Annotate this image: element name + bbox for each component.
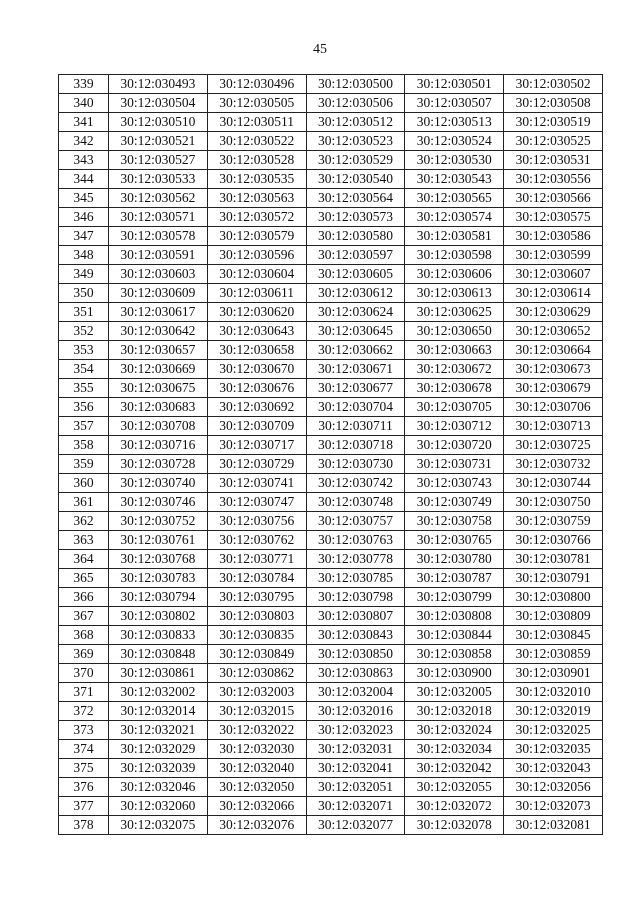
cadastral-number-cell: 30:12:030762 xyxy=(207,531,306,550)
cadastral-number-cell: 30:12:030596 xyxy=(207,246,306,265)
cadastral-number-cell: 30:12:030508 xyxy=(504,94,603,113)
cadastral-number-cell: 30:12:030808 xyxy=(405,607,504,626)
cadastral-number-cell: 30:12:030598 xyxy=(405,246,504,265)
row-number-cell: 366 xyxy=(59,588,109,607)
cadastral-number-cell: 30:12:030530 xyxy=(405,151,504,170)
table-row xyxy=(59,721,603,740)
cadastral-number-cell: 30:12:032040 xyxy=(207,759,306,778)
cadastral-number-cell: 30:12:032056 xyxy=(504,778,603,797)
cadastral-number-cell: 30:12:030765 xyxy=(405,531,504,550)
cadastral-number-cell: 30:12:030614 xyxy=(504,284,603,303)
row-number-cell: 353 xyxy=(59,341,109,360)
row-number-cell: 349 xyxy=(59,265,109,284)
cadastral-number-cell: 30:12:030720 xyxy=(405,436,504,455)
cadastral-number-cell: 30:12:030677 xyxy=(306,379,405,398)
cadastral-number-cell: 30:12:030572 xyxy=(207,208,306,227)
table-row xyxy=(59,170,603,189)
row-number-cell: 344 xyxy=(59,170,109,189)
cadastral-number-cell: 30:12:032015 xyxy=(207,702,306,721)
table-row xyxy=(59,455,603,474)
cadastral-number-cell: 30:12:030747 xyxy=(207,493,306,512)
cadastral-number-cell: 30:12:030758 xyxy=(405,512,504,531)
table-row xyxy=(59,816,603,835)
cadastral-number-cell: 30:12:030617 xyxy=(109,303,208,322)
cadastral-number-cell: 30:12:030706 xyxy=(504,398,603,417)
cadastral-number-cell: 30:12:032014 xyxy=(109,702,208,721)
table-row xyxy=(59,569,603,588)
row-number-cell: 350 xyxy=(59,284,109,303)
cadastral-number-cell: 30:12:030522 xyxy=(207,132,306,151)
cadastral-number-cell: 30:12:030513 xyxy=(405,113,504,132)
cadastral-number-cell: 30:12:030732 xyxy=(504,455,603,474)
cadastral-number-cell: 30:12:030650 xyxy=(405,322,504,341)
cadastral-number-cell: 30:12:032019 xyxy=(504,702,603,721)
cadastral-number-cell: 30:12:030528 xyxy=(207,151,306,170)
cadastral-number-cell: 30:12:032066 xyxy=(207,797,306,816)
cadastral-number-cell: 30:12:030711 xyxy=(306,417,405,436)
cadastral-number-cell: 30:12:030704 xyxy=(306,398,405,417)
table-row xyxy=(59,531,603,550)
table-row xyxy=(59,341,603,360)
cadastral-number-cell: 30:12:030783 xyxy=(109,569,208,588)
table-row xyxy=(59,417,603,436)
table-row xyxy=(59,265,603,284)
cadastral-number-cell: 30:12:030575 xyxy=(504,208,603,227)
row-number-cell: 371 xyxy=(59,683,109,702)
cadastral-number-cell: 30:12:030501 xyxy=(405,75,504,94)
cadastral-number-cell: 30:12:030791 xyxy=(504,569,603,588)
cadastral-number-cell: 30:12:030761 xyxy=(109,531,208,550)
cadastral-number-cell: 30:12:030500 xyxy=(306,75,405,94)
cadastral-number-cell: 30:12:032030 xyxy=(207,740,306,759)
cadastral-number-cell: 30:12:030612 xyxy=(306,284,405,303)
cadastral-number-cell: 30:12:032041 xyxy=(306,759,405,778)
row-number-cell: 378 xyxy=(59,816,109,835)
cadastral-number-cell: 30:12:030861 xyxy=(109,664,208,683)
cadastral-number-cell: 30:12:030709 xyxy=(207,417,306,436)
cadastral-number-cell: 30:12:030803 xyxy=(207,607,306,626)
row-number-cell: 351 xyxy=(59,303,109,322)
cadastral-number-cell: 30:12:030502 xyxy=(504,75,603,94)
cadastral-number-cell: 30:12:030742 xyxy=(306,474,405,493)
row-number-cell: 374 xyxy=(59,740,109,759)
cadastral-number-cell: 30:12:030752 xyxy=(109,512,208,531)
cadastral-number-cell: 30:12:030759 xyxy=(504,512,603,531)
cadastral-number-cell: 30:12:030802 xyxy=(109,607,208,626)
row-number-cell: 376 xyxy=(59,778,109,797)
cadastral-number-cell: 30:12:030901 xyxy=(504,664,603,683)
table-row xyxy=(59,132,603,151)
cadastral-number-cell: 30:12:030785 xyxy=(306,569,405,588)
table-row xyxy=(59,113,603,132)
row-number-cell: 369 xyxy=(59,645,109,664)
table-row xyxy=(59,588,603,607)
row-number-cell: 347 xyxy=(59,227,109,246)
cadastral-number-cell: 30:12:030713 xyxy=(504,417,603,436)
cadastral-number-cell: 30:12:030729 xyxy=(207,455,306,474)
cadastral-number-cell: 30:12:032072 xyxy=(405,797,504,816)
row-number-cell: 359 xyxy=(59,455,109,474)
row-number-cell: 373 xyxy=(59,721,109,740)
cadastral-number-cell: 30:12:032021 xyxy=(109,721,208,740)
cadastral-number-cell: 30:12:032029 xyxy=(109,740,208,759)
cadastral-number-cell: 30:12:030527 xyxy=(109,151,208,170)
cadastral-number-cell: 30:12:032071 xyxy=(306,797,405,816)
cadastral-number-cell: 30:12:032016 xyxy=(306,702,405,721)
row-number-cell: 354 xyxy=(59,360,109,379)
cadastral-number-cell: 30:12:032042 xyxy=(405,759,504,778)
cadastral-number-cell: 30:12:032078 xyxy=(405,816,504,835)
cadastral-number-cell: 30:12:030504 xyxy=(109,94,208,113)
cadastral-number-cell: 30:12:030512 xyxy=(306,113,405,132)
row-number-cell: 339 xyxy=(59,75,109,94)
cadastral-number-cell: 30:12:030581 xyxy=(405,227,504,246)
cadastral-number-cell: 30:12:030565 xyxy=(405,189,504,208)
cadastral-number-cell: 30:12:030624 xyxy=(306,303,405,322)
cadastral-number-cell: 30:12:030540 xyxy=(306,170,405,189)
cadastral-number-cell: 30:12:032010 xyxy=(504,683,603,702)
table-row xyxy=(59,94,603,113)
row-number-cell: 357 xyxy=(59,417,109,436)
row-number-cell: 363 xyxy=(59,531,109,550)
table-row xyxy=(59,360,603,379)
cadastral-number-cell: 30:12:030858 xyxy=(405,645,504,664)
cadastral-number-cell: 30:12:030744 xyxy=(504,474,603,493)
table-row xyxy=(59,436,603,455)
cadastral-number-cell: 30:12:030620 xyxy=(207,303,306,322)
table-row xyxy=(59,626,603,645)
cadastral-number-cell: 30:12:030672 xyxy=(405,360,504,379)
cadastral-number-cell: 30:12:030543 xyxy=(405,170,504,189)
table-row xyxy=(59,322,603,341)
cadastral-number-cell: 30:12:030756 xyxy=(207,512,306,531)
table-row xyxy=(59,151,603,170)
cadastral-number-cell: 30:12:032018 xyxy=(405,702,504,721)
cadastral-number-cell: 30:12:030662 xyxy=(306,341,405,360)
cadastral-number-cell: 30:12:030523 xyxy=(306,132,405,151)
cadastral-number-cell: 30:12:032043 xyxy=(504,759,603,778)
table-row xyxy=(59,550,603,569)
cadastral-number-cell: 30:12:030563 xyxy=(207,189,306,208)
cadastral-number-cell: 30:12:030850 xyxy=(306,645,405,664)
cadastral-number-cell: 30:12:030849 xyxy=(207,645,306,664)
cadastral-number-cell: 30:12:030795 xyxy=(207,588,306,607)
table-row xyxy=(59,227,603,246)
cadastral-number-cell: 30:12:030652 xyxy=(504,322,603,341)
cadastral-number-cell: 30:12:030603 xyxy=(109,265,208,284)
table-row xyxy=(59,379,603,398)
cadastral-number-cell: 30:12:030809 xyxy=(504,607,603,626)
cadastral-number-cell: 30:12:030750 xyxy=(504,493,603,512)
cadastral-number-cell: 30:12:030799 xyxy=(405,588,504,607)
table-row xyxy=(59,740,603,759)
cadastral-number-cell: 30:12:032076 xyxy=(207,816,306,835)
row-number-cell: 352 xyxy=(59,322,109,341)
cadastral-number-cell: 30:12:030629 xyxy=(504,303,603,322)
cadastral-number-cell: 30:12:030780 xyxy=(405,550,504,569)
cadastral-number-cell: 30:12:030833 xyxy=(109,626,208,645)
table-row xyxy=(59,493,603,512)
cadastral-number-cell: 30:12:030763 xyxy=(306,531,405,550)
row-number-cell: 355 xyxy=(59,379,109,398)
cadastral-number-cell: 30:12:030725 xyxy=(504,436,603,455)
row-number-cell: 364 xyxy=(59,550,109,569)
cadastral-number-cell: 30:12:030663 xyxy=(405,341,504,360)
cadastral-number-cell: 30:12:030578 xyxy=(109,227,208,246)
row-number-cell: 361 xyxy=(59,493,109,512)
table-row xyxy=(59,759,603,778)
cadastral-number-cell: 30:12:030510 xyxy=(109,113,208,132)
cadastral-number-cell: 30:12:032046 xyxy=(109,778,208,797)
cadastral-number-cell: 30:12:030678 xyxy=(405,379,504,398)
row-number-cell: 360 xyxy=(59,474,109,493)
cadastral-number-cell: 30:12:030844 xyxy=(405,626,504,645)
cadastral-number-cell: 30:12:030673 xyxy=(504,360,603,379)
cadastral-number-cell: 30:12:030784 xyxy=(207,569,306,588)
cadastral-number-cell: 30:12:032004 xyxy=(306,683,405,702)
cadastral-number-cell: 30:12:030529 xyxy=(306,151,405,170)
table-row xyxy=(59,778,603,797)
cadastral-number-cell: 30:12:030766 xyxy=(504,531,603,550)
cadastral-number-cell: 30:12:032060 xyxy=(109,797,208,816)
table-row xyxy=(59,702,603,721)
cadastral-number-cell: 30:12:030705 xyxy=(405,398,504,417)
table-row xyxy=(59,303,603,322)
cadastral-number-cell: 30:12:032005 xyxy=(405,683,504,702)
cadastral-number-cell: 30:12:030862 xyxy=(207,664,306,683)
row-number-cell: 345 xyxy=(59,189,109,208)
cadastral-number-cell: 30:12:030728 xyxy=(109,455,208,474)
row-number-cell: 365 xyxy=(59,569,109,588)
cadastral-number-cell: 30:12:032039 xyxy=(109,759,208,778)
cadastral-number-cell: 30:12:030606 xyxy=(405,265,504,284)
table-row xyxy=(59,246,603,265)
cadastral-number-cell: 30:12:030657 xyxy=(109,341,208,360)
cadastral-number-cell: 30:12:030664 xyxy=(504,341,603,360)
table-row xyxy=(59,398,603,417)
cadastral-number-cell: 30:12:032003 xyxy=(207,683,306,702)
cadastral-number-cell: 30:12:030669 xyxy=(109,360,208,379)
cadastral-number-cell: 30:12:030607 xyxy=(504,265,603,284)
cadastral-number-cell: 30:12:030787 xyxy=(405,569,504,588)
cadastral-number-cell: 30:12:030493 xyxy=(109,75,208,94)
table-row xyxy=(59,797,603,816)
cadastral-number-cell: 30:12:030712 xyxy=(405,417,504,436)
cadastral-number-cell: 30:12:030609 xyxy=(109,284,208,303)
cadastral-number-cell: 30:12:030613 xyxy=(405,284,504,303)
cadastral-number-cell: 30:12:032023 xyxy=(306,721,405,740)
cadastral-number-table xyxy=(58,74,603,835)
cadastral-number-cell: 30:12:030556 xyxy=(504,170,603,189)
row-number-cell: 367 xyxy=(59,607,109,626)
cadastral-number-cell: 30:12:030580 xyxy=(306,227,405,246)
cadastral-number-cell: 30:12:030800 xyxy=(504,588,603,607)
table-row xyxy=(59,189,603,208)
row-number-cell: 358 xyxy=(59,436,109,455)
cadastral-number-cell: 30:12:030708 xyxy=(109,417,208,436)
cadastral-number-cell: 30:12:032024 xyxy=(405,721,504,740)
cadastral-number-cell: 30:12:030505 xyxy=(207,94,306,113)
cadastral-number-cell: 30:12:032081 xyxy=(504,816,603,835)
cadastral-number-cell: 30:12:030771 xyxy=(207,550,306,569)
cadastral-number-cell: 30:12:030573 xyxy=(306,208,405,227)
cadastral-number-cell: 30:12:030645 xyxy=(306,322,405,341)
cadastral-number-cell: 30:12:030643 xyxy=(207,322,306,341)
cadastral-number-cell: 30:12:030511 xyxy=(207,113,306,132)
cadastral-number-cell: 30:12:030717 xyxy=(207,436,306,455)
cadastral-number-cell: 30:12:030531 xyxy=(504,151,603,170)
row-number-cell: 348 xyxy=(59,246,109,265)
row-number-cell: 362 xyxy=(59,512,109,531)
cadastral-number-cell: 30:12:030716 xyxy=(109,436,208,455)
cadastral-number-cell: 30:12:030658 xyxy=(207,341,306,360)
cadastral-number-cell: 30:12:030748 xyxy=(306,493,405,512)
cadastral-number-cell: 30:12:032050 xyxy=(207,778,306,797)
cadastral-number-cell: 30:12:030564 xyxy=(306,189,405,208)
cadastral-number-cell: 30:12:030671 xyxy=(306,360,405,379)
cadastral-number-cell: 30:12:030562 xyxy=(109,189,208,208)
cadastral-number-cell: 30:12:030743 xyxy=(405,474,504,493)
row-number-cell: 375 xyxy=(59,759,109,778)
row-number-cell: 342 xyxy=(59,132,109,151)
cadastral-number-cell: 30:12:030731 xyxy=(405,455,504,474)
cadastral-number-cell: 30:12:030642 xyxy=(109,322,208,341)
cadastral-number-cell: 30:12:032035 xyxy=(504,740,603,759)
cadastral-number-cell: 30:12:032075 xyxy=(109,816,208,835)
cadastral-number-cell: 30:12:030845 xyxy=(504,626,603,645)
cadastral-number-cell: 30:12:030692 xyxy=(207,398,306,417)
row-number-cell: 343 xyxy=(59,151,109,170)
cadastral-number-cell: 30:12:030900 xyxy=(405,664,504,683)
cadastral-number-cell: 30:12:030730 xyxy=(306,455,405,474)
table-row xyxy=(59,512,603,531)
table-row xyxy=(59,208,603,227)
cadastral-number-cell: 30:12:030675 xyxy=(109,379,208,398)
row-number-cell: 370 xyxy=(59,664,109,683)
cadastral-number-cell: 30:12:030778 xyxy=(306,550,405,569)
cadastral-number-cell: 30:12:032031 xyxy=(306,740,405,759)
cadastral-number-cell: 30:12:030683 xyxy=(109,398,208,417)
cadastral-number-cell: 30:12:032073 xyxy=(504,797,603,816)
cadastral-number-cell: 30:12:030506 xyxy=(306,94,405,113)
table-body xyxy=(59,75,603,835)
cadastral-number-cell: 30:12:032022 xyxy=(207,721,306,740)
table-row xyxy=(59,474,603,493)
cadastral-number-cell: 30:12:032051 xyxy=(306,778,405,797)
row-number-cell: 377 xyxy=(59,797,109,816)
cadastral-number-cell: 30:12:030571 xyxy=(109,208,208,227)
row-number-cell: 368 xyxy=(59,626,109,645)
table-row xyxy=(59,607,603,626)
cadastral-number-cell: 30:12:030521 xyxy=(109,132,208,151)
cadastral-number-cell: 30:12:030741 xyxy=(207,474,306,493)
cadastral-number-cell: 30:12:030679 xyxy=(504,379,603,398)
cadastral-number-cell: 30:12:030533 xyxy=(109,170,208,189)
cadastral-number-cell: 30:12:030586 xyxy=(504,227,603,246)
table-row xyxy=(59,683,603,702)
cadastral-number-cell: 30:12:030843 xyxy=(306,626,405,645)
cadastral-number-cell: 30:12:030507 xyxy=(405,94,504,113)
cadastral-number-cell: 30:12:030676 xyxy=(207,379,306,398)
cadastral-number-cell: 30:12:030496 xyxy=(207,75,306,94)
cadastral-number-cell: 30:12:030604 xyxy=(207,265,306,284)
cadastral-number-cell: 30:12:030757 xyxy=(306,512,405,531)
cadastral-number-cell: 30:12:030574 xyxy=(405,208,504,227)
cadastral-number-cell: 30:12:030749 xyxy=(405,493,504,512)
cadastral-number-cell: 30:12:032077 xyxy=(306,816,405,835)
cadastral-number-cell: 30:12:030597 xyxy=(306,246,405,265)
table-row xyxy=(59,645,603,664)
cadastral-number-cell: 30:12:030535 xyxy=(207,170,306,189)
cadastral-number-cell: 30:12:030746 xyxy=(109,493,208,512)
cadastral-number-cell: 30:12:030798 xyxy=(306,588,405,607)
cadastral-number-cell: 30:12:030781 xyxy=(504,550,603,569)
cadastral-number-cell: 30:12:030848 xyxy=(109,645,208,664)
cadastral-number-cell: 30:12:030835 xyxy=(207,626,306,645)
row-number-cell: 346 xyxy=(59,208,109,227)
cadastral-number-cell: 30:12:030794 xyxy=(109,588,208,607)
cadastral-number-cell: 30:12:030591 xyxy=(109,246,208,265)
cadastral-number-cell: 30:12:032034 xyxy=(405,740,504,759)
cadastral-number-cell: 30:12:030807 xyxy=(306,607,405,626)
cadastral-number-cell: 30:12:030519 xyxy=(504,113,603,132)
cadastral-number-cell: 30:12:030605 xyxy=(306,265,405,284)
cadastral-number-cell: 30:12:030740 xyxy=(109,474,208,493)
cadastral-number-cell: 30:12:030625 xyxy=(405,303,504,322)
cadastral-number-cell: 30:12:030524 xyxy=(405,132,504,151)
cadastral-number-cell: 30:12:030670 xyxy=(207,360,306,379)
cadastral-number-cell: 30:12:032055 xyxy=(405,778,504,797)
row-number-cell: 356 xyxy=(59,398,109,417)
row-number-cell: 340 xyxy=(59,94,109,113)
cadastral-number-cell: 30:12:032002 xyxy=(109,683,208,702)
table-row xyxy=(59,75,603,94)
table-row xyxy=(59,664,603,683)
cadastral-number-cell: 30:12:030863 xyxy=(306,664,405,683)
cadastral-number-cell: 30:12:030611 xyxy=(207,284,306,303)
table-row xyxy=(59,284,603,303)
row-number-cell: 341 xyxy=(59,113,109,132)
cadastral-number-cell: 30:12:030566 xyxy=(504,189,603,208)
row-number-cell: 372 xyxy=(59,702,109,721)
cadastral-number-cell: 30:12:030859 xyxy=(504,645,603,664)
page-number: 45 xyxy=(313,42,327,57)
cadastral-number-cell: 30:12:030718 xyxy=(306,436,405,455)
cadastral-number-cell: 30:12:030768 xyxy=(109,550,208,569)
cadastral-number-cell: 30:12:032025 xyxy=(504,721,603,740)
cadastral-number-cell: 30:12:030525 xyxy=(504,132,603,151)
cadastral-number-cell: 30:12:030599 xyxy=(504,246,603,265)
cadastral-number-cell: 30:12:030579 xyxy=(207,227,306,246)
